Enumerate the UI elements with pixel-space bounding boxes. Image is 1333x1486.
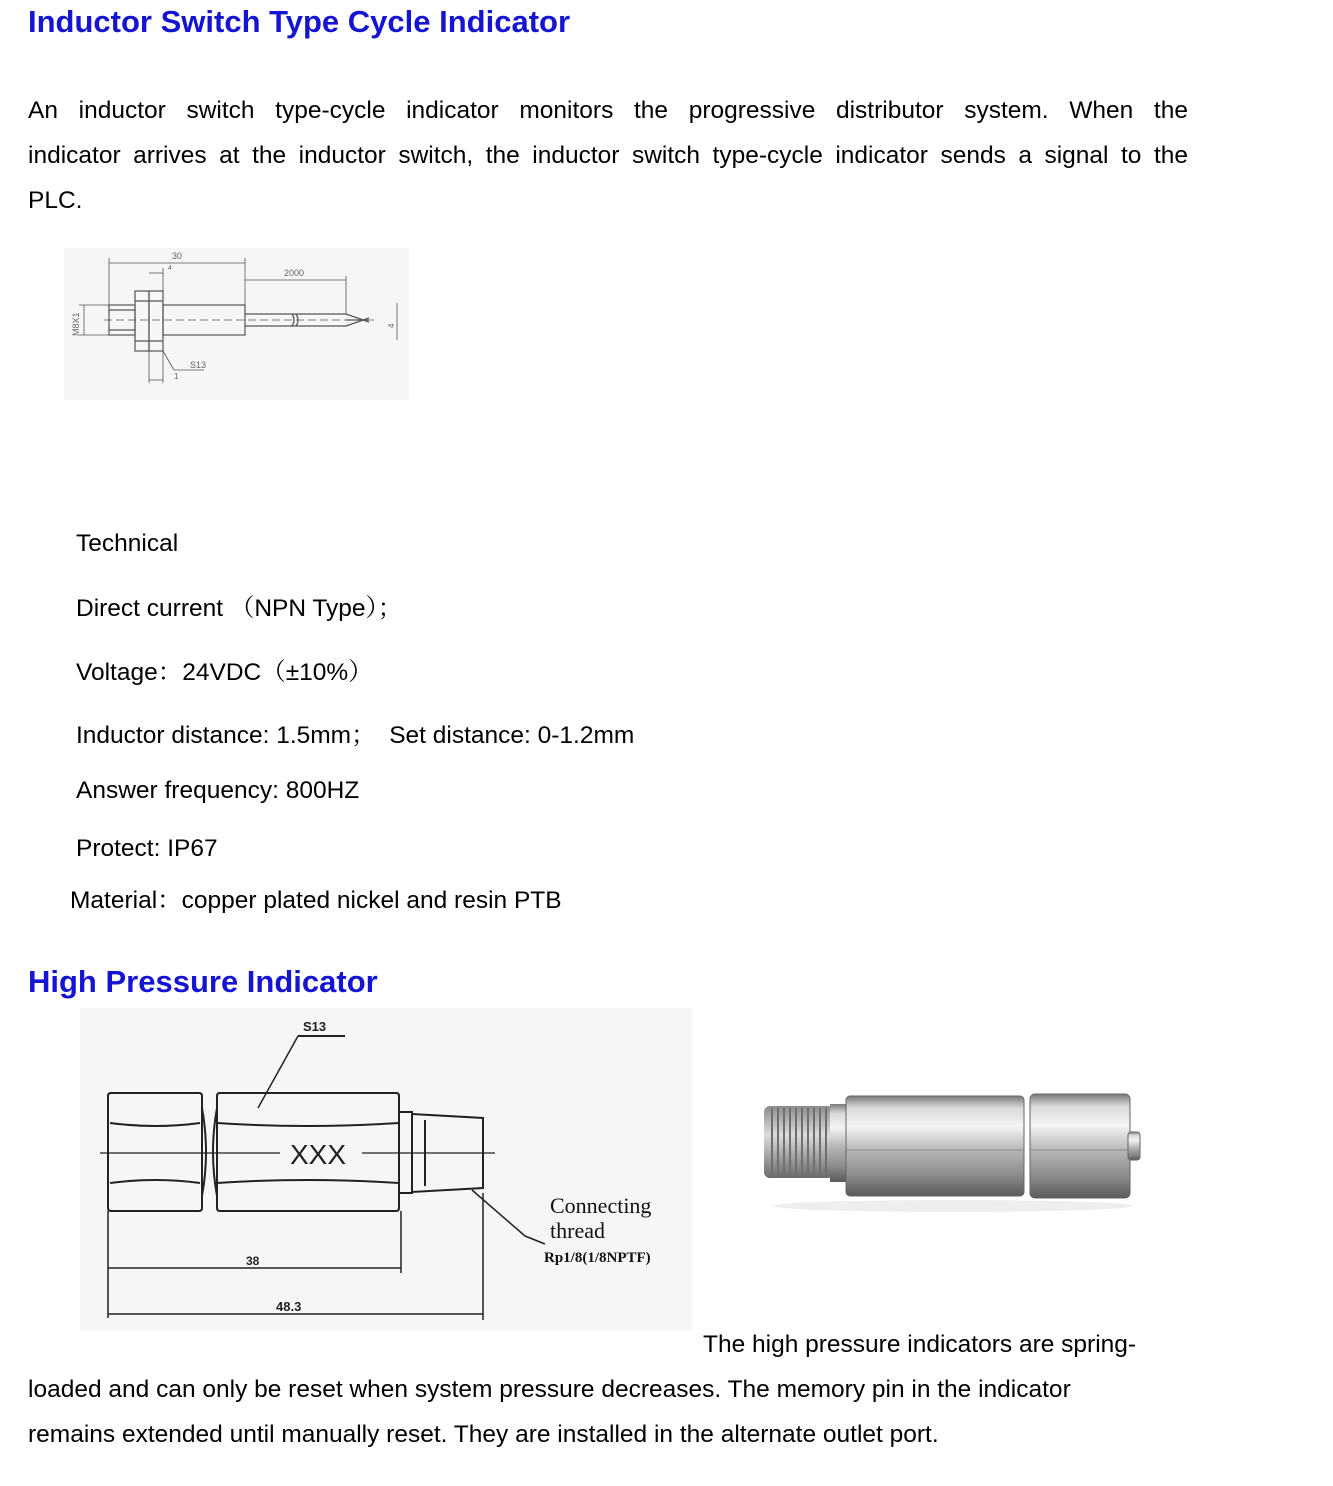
dim-1-label: 1 [174, 372, 179, 381]
rp-label: Rp1/8(1/8NPTF) [544, 1250, 651, 1266]
intro-paragraph [28, 88, 1188, 223]
dim-38-label: 38 [246, 1254, 260, 1268]
spec-material: Material：copper plated nickel and resin PTB [70, 887, 562, 914]
desc-line-1: The high pressure indicators are spring- [703, 1331, 1137, 1358]
xxx-label: XXX [290, 1139, 347, 1170]
intro-line-3: PLC. [28, 187, 83, 214]
dim-4-label: 4 [168, 265, 172, 272]
dim-m8-label: M8X1 [71, 312, 81, 336]
desc-line-2: loaded and can only be reset when system pressure decreases. The memory pin in the indicator [28, 1376, 1071, 1403]
spec-voltage: Voltage：24VDC（±10%） [76, 659, 373, 686]
dim-s13-label: S13 [190, 360, 207, 370]
dim-30-label: 30 [172, 251, 183, 261]
intro-line-1: An inductor switch type-cycle indicator monitors the progressive distributor system. When the [28, 97, 1188, 124]
spec-protect: Protect: IP67 [76, 835, 218, 862]
section-title-inductor: Inductor Switch Type Cycle Indicator [28, 4, 571, 39]
intro-line-2: indicator arrives at the inductor switch, the inductor switch type-cycle indicator sends a signal to the [28, 142, 1188, 169]
high-pressure-photo [748, 1078, 1158, 1218]
section-title-high-pressure: High Pressure Indicator [28, 964, 378, 999]
spec-heading: Technical [76, 530, 179, 557]
spec-current: Direct current （NPN Type）； [76, 595, 403, 622]
s13-label: S13 [303, 1019, 327, 1034]
dim-2000-label: 2000 [284, 268, 305, 278]
spec-distance: Inductor distance: 1.5mm； Set distance: 0-1.2mm [76, 722, 635, 749]
spec-frequency: Answer frequency: 800HZ [76, 777, 360, 804]
inductor-switch-drawing [64, 248, 409, 400]
thread-label: thread [550, 1218, 605, 1243]
connecting-label: Connecting [550, 1193, 652, 1218]
dim-right-4-label: 4 [387, 323, 396, 328]
desc-line-3: remains extended until manually reset. They are installed in the alternate outlet port. [28, 1421, 939, 1448]
high-pressure-drawing [80, 1008, 692, 1330]
dim-48-label: 48.3 [276, 1299, 302, 1314]
